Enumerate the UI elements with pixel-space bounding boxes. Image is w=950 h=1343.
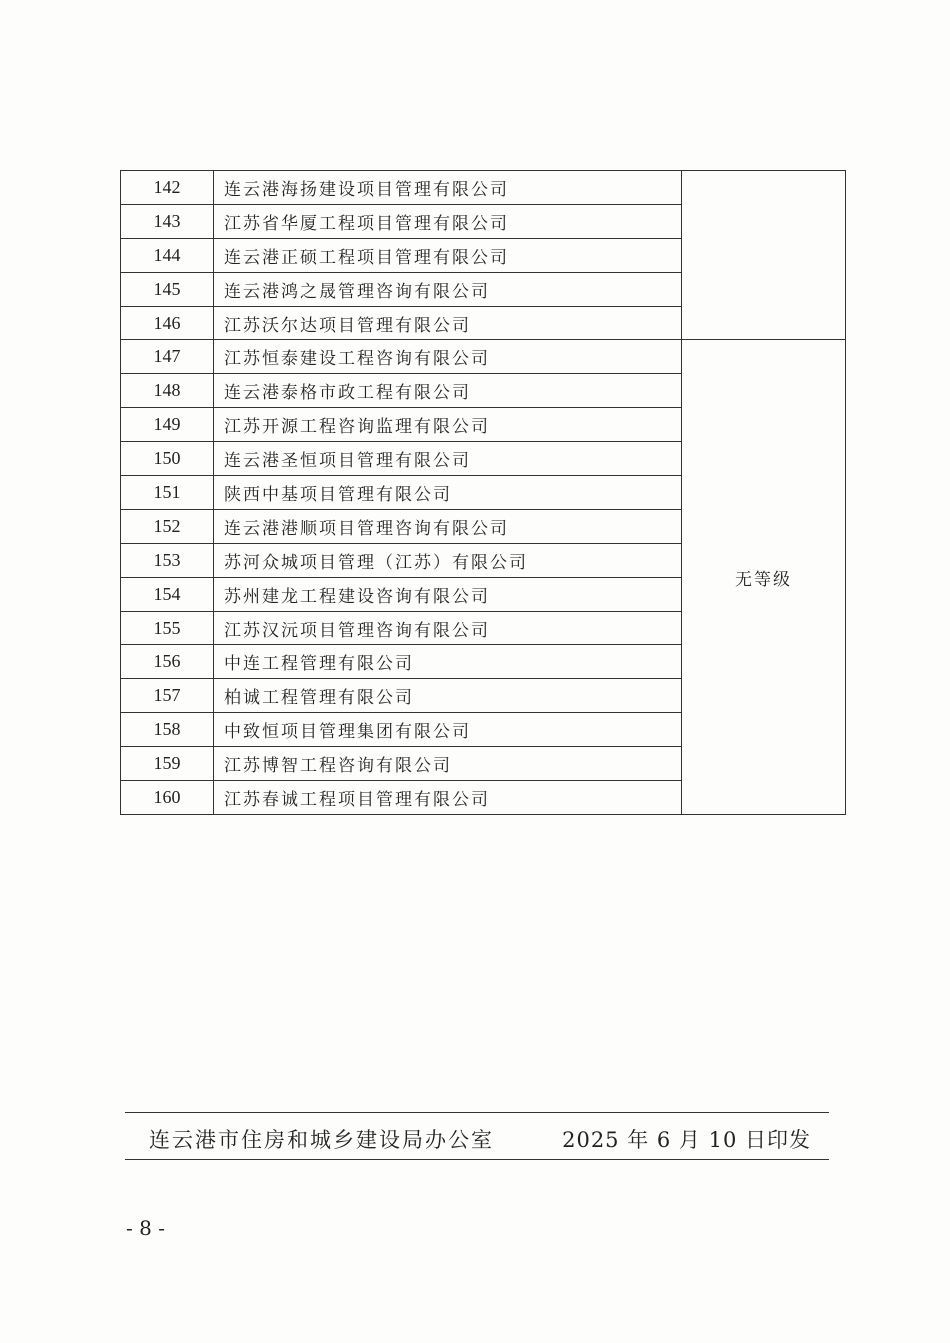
company-name: 苏河众城项目管理（江苏）有限公司 (214, 543, 682, 577)
issuance-footer (125, 1112, 829, 1160)
company-table-body (121, 171, 846, 815)
issuing-office: 连云港市住房和城乡建设局办公室 (149, 1128, 494, 1152)
company-name: 陕西中基项目管理有限公司 (214, 476, 682, 510)
row-number: 151 (121, 476, 214, 510)
company-name: 连云港正硕工程项目管理有限公司 (214, 238, 682, 272)
row-number: 149 (121, 408, 214, 442)
row-number: 145 (121, 272, 214, 306)
company-name: 江苏沃尔达项目管理有限公司 (214, 306, 682, 340)
qualification-grade: 无等级 (682, 340, 846, 814)
company-name: 连云港海扬建设项目管理有限公司 (214, 171, 682, 205)
row-number: 156 (121, 645, 214, 679)
company-name: 柏诚工程管理有限公司 (214, 679, 682, 713)
company-name: 江苏恒泰建设工程咨询有限公司 (214, 340, 682, 374)
company-name: 中致恒项目管理集团有限公司 (214, 713, 682, 747)
row-number: 155 (121, 611, 214, 645)
row-number: 148 (121, 374, 214, 408)
row-number: 159 (121, 747, 214, 781)
row-number: 153 (121, 543, 214, 577)
row-number: 150 (121, 442, 214, 476)
company-name: 江苏春诚工程项目管理有限公司 (214, 781, 682, 815)
company-name: 中连工程管理有限公司 (214, 645, 682, 679)
company-name: 连云港鸿之晟管理咨询有限公司 (214, 272, 682, 306)
company-name: 连云港泰格市政工程有限公司 (214, 374, 682, 408)
table-row (121, 171, 846, 205)
company-name: 江苏开源工程咨询监理有限公司 (214, 408, 682, 442)
row-number: 144 (121, 238, 214, 272)
page-number: - 8 - (126, 1216, 165, 1240)
row-number: 160 (121, 781, 214, 815)
row-number: 158 (121, 713, 214, 747)
issue-date: 2025 年 6 月 10 日印发 (562, 1128, 811, 1152)
row-number: 157 (121, 679, 214, 713)
row-number: 152 (121, 509, 214, 543)
row-number: 142 (121, 171, 214, 205)
table-row (121, 340, 846, 374)
company-name: 江苏汉沅项目管理咨询有限公司 (214, 611, 682, 645)
company-name: 江苏省华厦工程项目管理有限公司 (214, 204, 682, 238)
row-number: 154 (121, 577, 214, 611)
row-number: 143 (121, 204, 214, 238)
company-name: 江苏博智工程咨询有限公司 (214, 747, 682, 781)
qualification-grade (682, 171, 846, 340)
row-number: 146 (121, 306, 214, 340)
company-table (120, 170, 846, 815)
company-name: 连云港港顺项目管理咨询有限公司 (214, 509, 682, 543)
company-name: 连云港圣恒项目管理有限公司 (214, 442, 682, 476)
row-number: 147 (121, 340, 214, 374)
company-name: 苏州建龙工程建设咨询有限公司 (214, 577, 682, 611)
